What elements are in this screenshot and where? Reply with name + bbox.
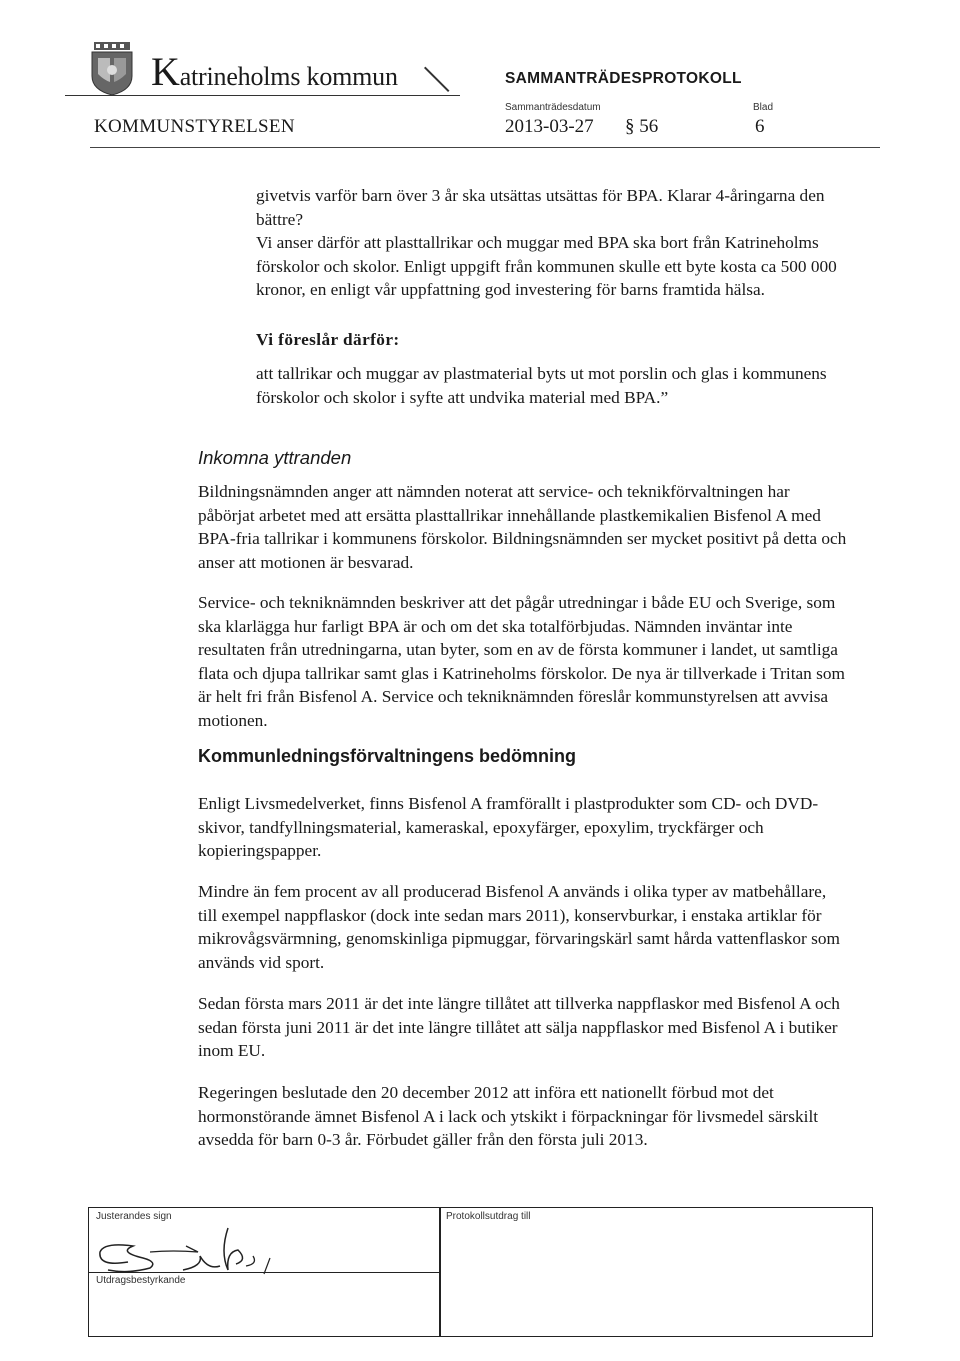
paragraph: Bildningsnämnden anger att nämnden noterat att service- och teknikförvaltningen har påbörjat arbetet med att ersätta plasttallrikar innehållande plastkemikalien Bisfenol A med BPA-fria tallrikar i kommunens förskolor. Bildningsnämnden ser mycket positivt på detta och anser att motionen är besvarad. [198, 482, 847, 572]
protokollsutdrag-label: Protokollsutdrag till [446, 1211, 531, 1222]
header-slash [424, 67, 449, 92]
protocol-extract-box [440, 1207, 873, 1337]
paragraph: Service- och tekniknämnden beskriver att det pågår utredningar i både EU och Sverige, som ska klarlägga hur farligt BPA är och om det ska totalförbjudas. Nämnden inväntar inte resultaten från utredningarna, utan byter, som en av de första kommuner i landet, ut samtliga flata och djupa tallrikar samt glas i Katrineholms förskolor. De nya är tillverkade i Tritan som är helt fri från Bisfenol A. Service och tekniknämnden föreslår kommunstyrelsen att avvisa motionen. [198, 593, 845, 730]
utdragsbestyrkande-label: Utdragsbestyrkande [96, 1275, 186, 1286]
organization-initial: K [151, 49, 180, 94]
organization-name [151, 49, 398, 94]
meeting-date: 2013-03-27 [505, 116, 594, 137]
section-number: § 56 [625, 116, 659, 137]
handwritten-signature [88, 1222, 308, 1287]
paragraph: Sedan första mars 2011 är det inte längre tillåtet att tillverka nappflaskor med Bisfenol A och sedan första juni 2011 är det inte längre tillåtet att sälja nappflaskor med Bisfenol A i butiker inom EU. [198, 994, 840, 1061]
date-label: Sammanträdesdatum [505, 102, 601, 113]
header-divider [90, 147, 880, 148]
organization-name-rest: atrineholms kommun [179, 62, 398, 91]
page-label: Blad [753, 102, 774, 113]
proposal-heading: Vi föreslår därför: [256, 330, 400, 349]
paragraph: Enligt Livsmedelverket, finns Bisfenol A framförallt i plastprodukter som CD- och DVD-skivor, tandfyllningsmaterial, kameraskal, epoxyfärger, epoxylim, tryckfärger och kopieringspapper. [198, 794, 819, 861]
header-underline [65, 95, 460, 96]
document-type: SAMMANTRÄDESPROTOKOLL [505, 70, 742, 87]
paragraph: Mindre än fem procent av all producerad Bisfenol A används i olika typer av matbehållare, till exempel nappflaskor (dock inte sedan mars 2011), konservburkar, i enstaka artiklar för mikrovågsvärmning, genomskinliga pipmuggar, förvaringskärl samt hårda vattenflaskor som används vid sport. [198, 882, 840, 972]
quote-paragraph: givetvis varför barn över 3 år ska utsättas utsättas för BPA. Klarar 4-åringarna den bättre? [256, 186, 825, 229]
justerandes-sign-label: Justerandes sign [96, 1211, 172, 1222]
section-heading-bedomning: Kommunledningsförvaltningens bedömning [198, 746, 576, 766]
department-name: KOMMUNSTYRELSEN [94, 116, 295, 137]
quote-block [256, 184, 856, 302]
coat-of-arms-icon [90, 42, 134, 96]
proposal-text: att tallrikar och muggar av plastmaterial byts ut mot porslin och glas i kommunens förskolor och skolor i syfte att undvika material med BPA.” [256, 364, 827, 407]
section-heading-inkomna: Inkomna yttranden [198, 447, 352, 468]
page-number: 6 [755, 116, 765, 137]
paragraph: Regeringen beslutade den 20 december 2012 att införa ett nationellt förbud mot det hormonstörande ämnet Bisfenol A i lack och ytskikt i förpackningar för livsmedel särskilt avsedda för barn 0-3 år. Förbudet gäller från den första juli 2013. [198, 1083, 819, 1150]
quote-paragraph: Vi anser därför att plasttallrikar och muggar med BPA ska bort från Katrineholms förskolor och skolor. Enligt uppgift från kommunen skulle ett byte kosta ca 500 000 kronor, en enligt vår uppfattning god investering för barns framtida hälsa. [256, 233, 837, 300]
